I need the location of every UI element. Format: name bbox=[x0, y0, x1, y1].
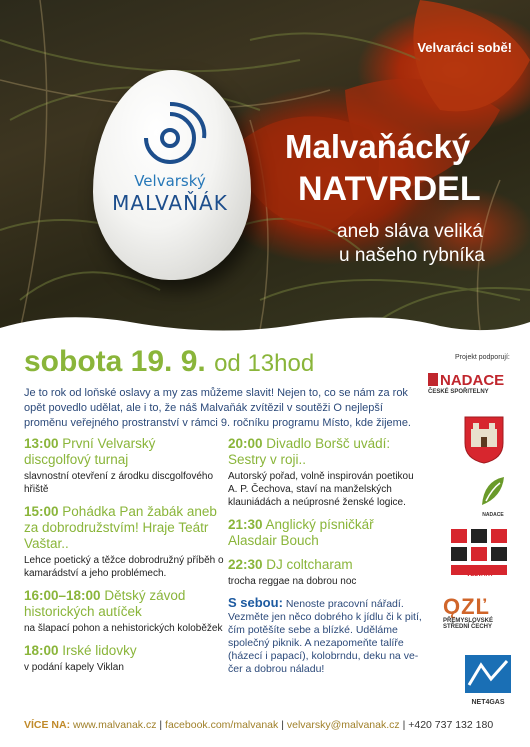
footer-email-link[interactable]: velvarsky@malvanak.cz bbox=[286, 719, 400, 731]
nadace-logo: NADACE bbox=[428, 372, 518, 389]
subtitle-line1: aneb sláva veliká bbox=[337, 221, 483, 242]
tagline: Velvaráci sobě! bbox=[417, 40, 512, 55]
program-time: 13:00 bbox=[24, 436, 59, 451]
sponsor-ozl[interactable] bbox=[443, 596, 518, 630]
program-right bbox=[228, 436, 423, 676]
program-desc: Lehce poetický a těžce dobrodružný příběh o kamarádství a jeho problémech. bbox=[24, 555, 224, 579]
program-desc: Autorský pořad, volně inspirován poetikou A. P. Čechova, staví na manželských klauniádách a neúprosné ženské logice. bbox=[228, 471, 414, 508]
sponsor-nadace[interactable] bbox=[428, 372, 518, 395]
ozl-logo-icon: ǪZĽ bbox=[443, 594, 490, 619]
program-title: Pohádka Pan žabák aneb za dobrodružstvím! Hraje Teátr Vaštar.. bbox=[24, 504, 217, 551]
program-item bbox=[24, 436, 224, 496]
crest-icon bbox=[463, 415, 505, 465]
program-time: 16:00–18:00 bbox=[24, 588, 101, 603]
event-time: od 13hod bbox=[214, 350, 315, 377]
sponsor-net4gas[interactable] bbox=[465, 655, 511, 705]
program-title: Dětský závod historických autíček bbox=[24, 588, 186, 619]
footer-facebook-link[interactable]: facebook.com/malvanak bbox=[165, 719, 279, 731]
hero-photo bbox=[0, 0, 530, 335]
nadace-mark-icon bbox=[428, 373, 438, 386]
program-time: 21:30 bbox=[228, 517, 263, 532]
subtitle-line2: u našeho rybníka bbox=[339, 245, 485, 266]
ozl-sub: STŘEDNÍ ČECHY bbox=[443, 624, 493, 630]
bring-label: S sebou: bbox=[228, 595, 283, 610]
logo-spiral-icon bbox=[130, 100, 210, 170]
logo-text-bottom: MALVAŇÁK bbox=[112, 191, 228, 215]
velvary-logo-icon bbox=[449, 525, 511, 577]
sponsor-town-crest[interactable] bbox=[463, 415, 505, 465]
event-day: sobota 19. 9. bbox=[24, 345, 206, 378]
program-desc: trocha reggae na dobrou noc bbox=[228, 576, 357, 587]
program-title: Irské lidovky bbox=[62, 643, 137, 658]
leaf-logo-icon bbox=[478, 475, 508, 507]
footer-web-link[interactable]: www.malvanak.cz bbox=[73, 719, 157, 731]
footer bbox=[24, 719, 514, 731]
program-item bbox=[228, 557, 423, 588]
footer-separator: | bbox=[281, 719, 284, 731]
sponsors-title: Projekt podporují: bbox=[455, 354, 510, 361]
title-line1: Malvaňácký bbox=[285, 128, 471, 165]
net4gas-label: NET4GAS bbox=[471, 699, 505, 706]
bring-along bbox=[228, 596, 423, 676]
program-left bbox=[24, 436, 224, 682]
logo-text-top: Velvarský bbox=[134, 172, 206, 190]
program-time: 20:00 bbox=[228, 436, 263, 451]
program-title: První Velvarský discgolfový turnaj bbox=[24, 436, 156, 467]
program-item bbox=[228, 517, 423, 549]
program-item bbox=[228, 436, 423, 509]
sponsor-velvary[interactable] bbox=[449, 525, 511, 585]
nadace-small-label: NADACE bbox=[482, 512, 504, 518]
net4gas-logo-icon bbox=[465, 655, 511, 693]
footer-phone: +420 737 132 180 bbox=[408, 719, 494, 731]
event-date bbox=[24, 345, 314, 379]
program-title: Anglický písničkář Alasdair Bouch bbox=[228, 517, 374, 548]
footer-separator: | bbox=[159, 719, 163, 731]
program-item bbox=[24, 588, 224, 635]
program-desc: slavnostní otevření z árodku discgolfového hřiště bbox=[24, 471, 213, 495]
ozl-name: PŘEMYSLOVSKÉ bbox=[443, 618, 494, 624]
title-line2: NATVRDEL bbox=[298, 170, 481, 208]
program-item bbox=[24, 643, 224, 674]
program-time: 18:00 bbox=[24, 643, 59, 658]
wave-divider bbox=[0, 300, 530, 340]
program-title: DJ coltcharam bbox=[266, 557, 353, 572]
program-time: 15:00 bbox=[24, 504, 59, 519]
bring-text: Nenoste pracovní nářadí. Vezměte jen něco dobrého k jídlu či k pití, čím potěšíte sebe a blízké. Uděláme společný piknik. A nezapomeňte talíře (házecí i papací), kolobrndu, deku na ve-čer a dobrou náladu! bbox=[228, 598, 422, 675]
program-desc: na šlapací pohon a nehistorických koloběžek bbox=[24, 623, 223, 634]
program-item bbox=[24, 504, 224, 580]
sponsor-nadace-vv[interactable] bbox=[478, 475, 508, 517]
intro-text: Je to rok od loňské oslavy a my zas můžeme slavit! Nejen to, co se nám za rok opět povedlo udělat, ale i to, že náš Malvaňák zvítězil v soutěži O nejlepší proměnu veřejného prostranství v rámci 9. ročníku programu Místo, kde žijeme. bbox=[24, 387, 411, 429]
velvary-label: VELVARY bbox=[466, 572, 494, 578]
program-title: Divadlo Boršč uvádí: Sestry v roji.. bbox=[228, 436, 391, 467]
footer-label: VÍCE NA: bbox=[24, 719, 71, 731]
program-time: 22:30 bbox=[228, 557, 263, 572]
footer-separator: | bbox=[402, 719, 406, 731]
program-desc: v podání kapely Viklan bbox=[24, 662, 124, 673]
nadace-sub: ČESKÉ SPOŘITELNY bbox=[428, 389, 489, 395]
